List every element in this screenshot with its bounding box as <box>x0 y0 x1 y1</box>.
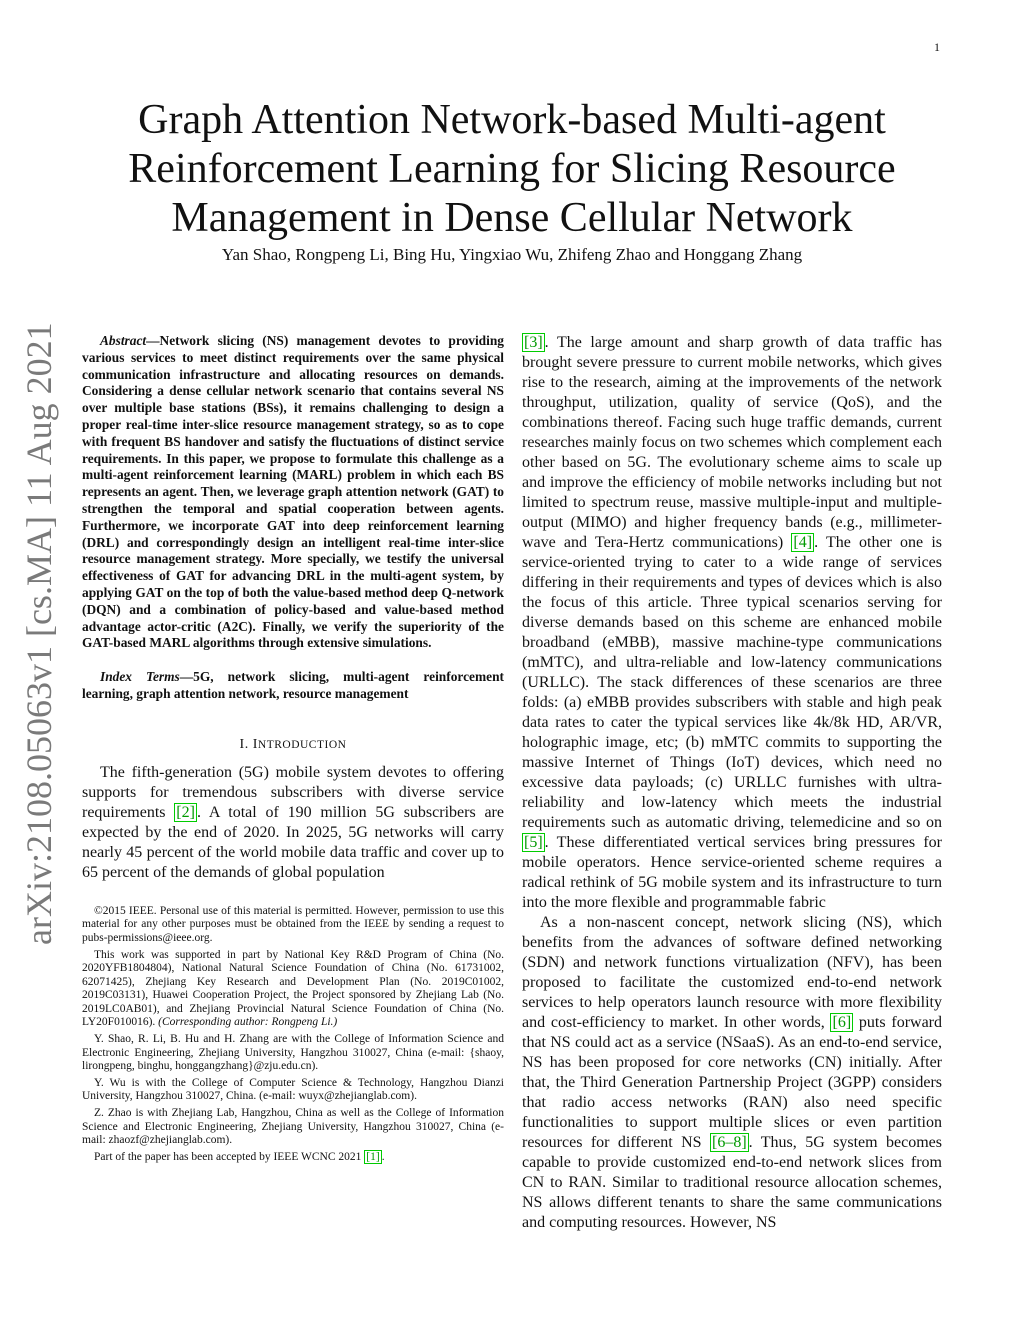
abstract <box>82 333 504 652</box>
right-column <box>522 333 942 1233</box>
citation-link[interactable]: [6–8] <box>711 1134 747 1151</box>
arxiv-identifier: arXiv:2108.05063v1 [cs.MA] 11 Aug 2021 <box>19 322 59 945</box>
author-list: Yan Shao, Rongpeng Li, Bing Hu, Yingxiao Wu, Zhifeng Zhao and Honggang Zhang <box>221 245 803 264</box>
paragraph: The fifth-generation (5G) mobile system devotes to offering supports for tremendous subscribers with diverse service requirements [2] . A total of 190 million 5G subscribers are expected by the end of 2020. In 2025, 5G networks will carry nearly 45 percent of the world mobile data traffic and cover up to 65 percent of the demands of global population <box>82 763 504 881</box>
section-heading-introduction: I. INTRODUCTION <box>239 736 347 752</box>
abstract-text: —Network slicing (NS) management devotes to providing various services to meet distinct requirements over the same physical communication infrastructure and allocating resources on demands. Considering a dense cellular network scenario that contains several NS over multiple base stations (BSs), it remains challenging to design a proper real-time inter-slice resource management strategy, so as to cope with frequent BS handover and satisfy the fluctuations of distinct service requirements. In this paper, we propose to formulate this challenge as a multi-agent reinforcement learning (MARL) problem in which each BS represents an agent. Then, we leverage graph attention network (GAT) to strengthen the temporal and spatial cooperation between agents. Furthermore, we incorporate GAT into deep reinforcement learning (DRL) and correspondingly design an intelligent real-time inter-slice resource management strategy. More specially, we testify the universal effectiveness of GAT for advancing DRL in the multi-agent system, by applying GAT on the top of both the value-based method deep Q-network (DQN) and a combination of policy-based and value-based method advantage actor-critic (A2C). Finally, we verify the superiority of the GAT-based MARL algorithms through extensive simulations. <box>82 333 504 651</box>
citation-link[interactable]: [6] <box>832 1014 852 1031</box>
footnote-copyright: ©2015 IEEE. Personal use of this material is permitted. However, permission to use this material for any other purposes must be obtained from the IEEE by sending a request to pubs-permissions@ieee.org. <box>82 904 504 944</box>
footnote-accepted: Part of the paper has been accepted by IEEE WCNC 2021 [1] . <box>94 1150 385 1163</box>
footnote-funding: This work was supported in part by National Key R&D Program of China (No. 2020YFB1804804), National Natural Science Foundation of China (No. 61731002, 62071425), Zhejiang Key Research and Development Plan (No. 2019C01002, 2019C03131), Huawei Cooperation Project, the Project sponsored by Zhejiang Lab (No. 2019LC0AB01), and Zhejiang Provincial Natural Science Foundation of China (No. LY20F010016). (Corresponding author: Rongpeng Li.) <box>82 948 504 1029</box>
title-line: Reinforcement Learning for Slicing Resource <box>128 146 896 192</box>
footnote-affiliation: Z. Zhao is with Zhejiang Lab, Hangzhou, China as well as the College of Information Science and Electronic Engineering, Zhejiang University, Hangzhou 310027, China (e-mail: zhaozf@zhejianglab.com). <box>82 1107 504 1147</box>
citation-link[interactable]: [5] <box>524 834 543 851</box>
title-line: Graph Attention Network-based Multi-agent <box>138 97 886 143</box>
citation-link[interactable]: [1] <box>366 1150 380 1163</box>
index-terms-text: —5G, network slicing, multi-agent reinforcement learning, graph attention network, resource management <box>82 669 504 701</box>
paper-title <box>80 96 944 243</box>
title-line: Management in Dense Cellular Network <box>171 195 853 241</box>
page-number: 1 <box>934 40 940 54</box>
citation-link[interactable]: [2] <box>176 803 195 821</box>
abstract-label: Abstract <box>100 333 147 348</box>
footnotes <box>82 905 504 1165</box>
paragraph: As a non-nascent concept, network slicing (NS), which benefits from the advances of software defined networking (SDN) and network functions virtualization (NFV), has been proposed to facilitate the customized end-to-end network services to help operators launch resource with more flexibility and cost-efficiency to market. In other words, [6] puts forward that NS could act as a service (NSaaS). As an end-to-end service, NS has been proposed for core networks (CN) initially. After that, the Third Generation Partnership Project (3GPP) considers that radio access networks (RAN) also need specific functionalities to support multiple slices or even partition resources for different NS [6–8] . Thus, 5G system becomes capable to provide customized end-to-end network slices from CN to RAN. Similar to traditional resource allocation schemes, NS allows different tenants to share the same communications and computing resources. However, NS <box>522 914 943 1231</box>
left-column <box>82 333 504 1167</box>
footnote-affiliation: Y. Wu is with the College of Computer Science & Technology, Hangzhou Dianzi University, Hangzhou 310027, China. (e-mail: wuyx@zhejianglab.com). <box>82 1076 504 1103</box>
paragraph: [3] . The large amount and sharp growth of data traffic has brought severe pressure to current mobile networks, which gives rise to the research, aiming at the improvements of the network throughput, utilization, quality of service (QoS), and the combinations thereof. Facing such huge traffic demands, current researches mainly focus on two schemes which complement each other based on 5G. The evolutionary scheme aims to scale up and improve the efficiency of mobile networks including but not limited to spectrum reuse, massive multiple-input and multiple-output (MIMO) and higher frequency bands (e.g., millimeter-wave and Tera-Hertz communications) [4] . The other one is service-oriented trying to cater to a wide range of services differing in their requirements and types of devices which is also the focus of this article. Three typical scenarios serving for diverse demands based on this scheme are enhanced mobile broadband (eMBB), massive machine-type communications (mMTC), and ultra-reliable and low-latency communications (URLLC). The stack differences of these scenarios are three folds: (a) eMBB provides subscribers with stable and high peak data rates to cater the typical services like 4k/8k HD, AR/VR, holographic image, etc; (b) mMTC commits to supporting the massive Internet of Things (IoT) devices, which need no excessive data payloads; (c) URLLC furnishes with ultra-reliability and low-latency which meets the industrial requirements such as automatic driving, telemedicine and so on [5] . These differentiated vertical services bring pressures for mobile operators. Hence service-oriented scheme requires a radical rethink of 5G mobile system and its infrastructure to turn into the more flexible and programmable fabric <box>522 334 942 911</box>
introduction-body-continued <box>522 333 942 1233</box>
index-terms <box>82 669 504 703</box>
index-terms-label: Index Terms <box>100 669 180 685</box>
footnote-affiliation: Y. Shao, R. Li, B. Hu and H. Zhang are with the College of Information Science and Electronic Engineering, Zhejiang University, Hangzhou 310027, China (e-mail: {shaoy, lirongpeng, binghu, honggangzhang}@zju.edu.cn). <box>82 1033 504 1073</box>
citation-link[interactable]: [3] <box>524 334 543 351</box>
introduction-body <box>82 763 504 883</box>
citation-link[interactable]: [4] <box>793 534 813 551</box>
